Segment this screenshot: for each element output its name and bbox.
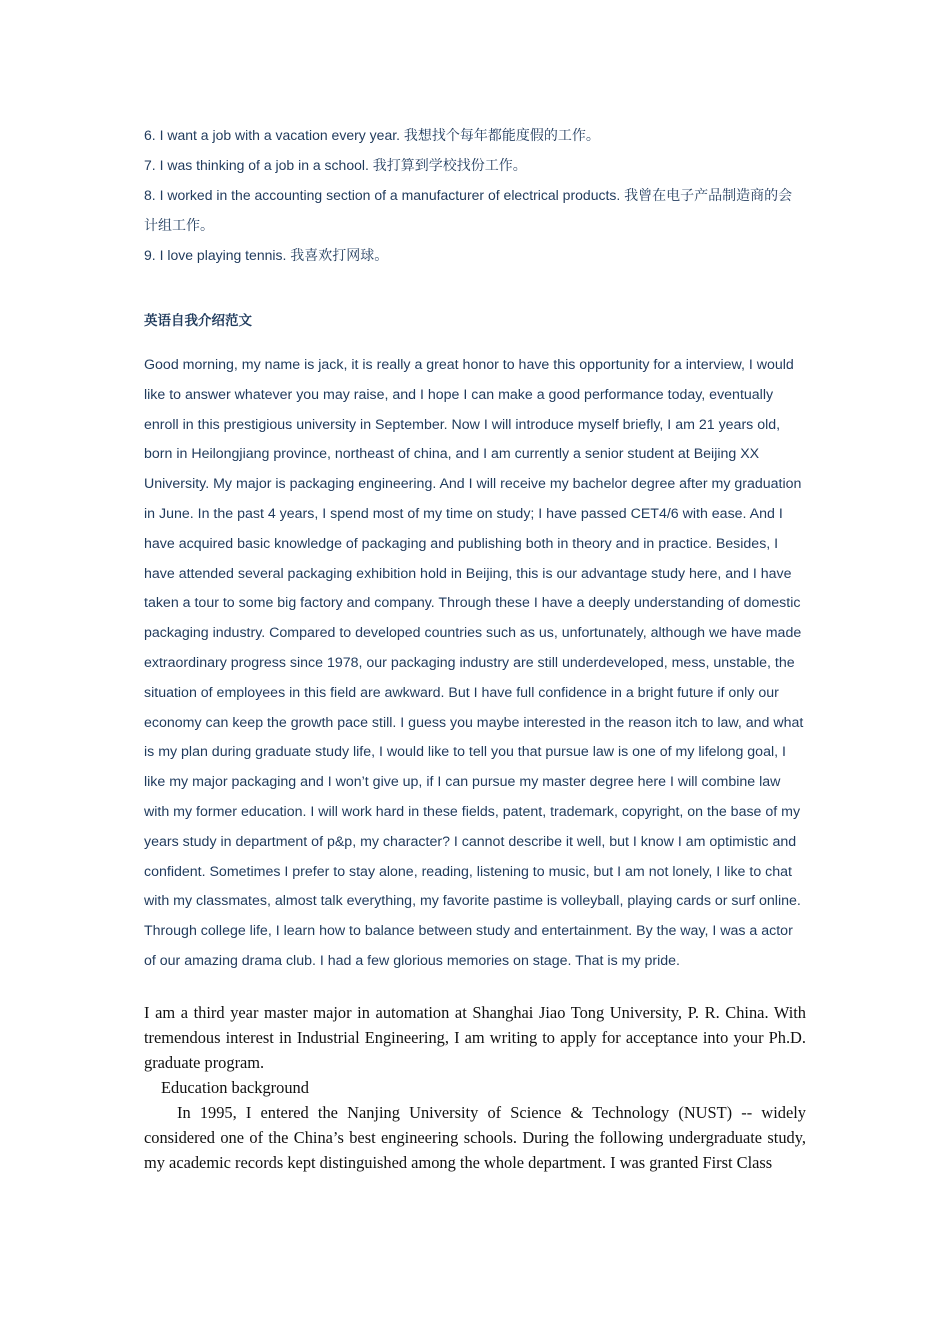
- document-page: [144, 120, 806, 1175]
- letter-body: In 1995, I entered the Nanjing University of Science & Technology (NUST) -- widely considered one of the China’s best engineering schools. During the following undergraduate study, my academic records kept distinguished among the whole department. I was granted First Class: [144, 1102, 806, 1172]
- letter-intro: I am a third year master major in automation at Shanghai Jiao Tong University, P. R. China. With tremendous interest in Industrial Engineering, I am writing to apply for acceptance into your Ph.D. graduate program.: [144, 1002, 806, 1072]
- list-item: 7. I was thinking of a job in a school. 我打算到学校找份工作。: [144, 157, 527, 173]
- section-heading: 英语自我介绍范文: [144, 313, 252, 329]
- application-letter: [144, 1000, 806, 1175]
- phrase-list: [144, 120, 806, 270]
- list-item: 9. I love playing tennis. 我喜欢打网球。: [144, 247, 389, 263]
- letter-subheading: Education background: [161, 1077, 309, 1097]
- self-introduction-essay: Good morning, my name is jack, it is really a great honor to have this opportunity for a interview, I would like to answer whatever you may raise, and I hope I can make a good performance today, eventually enroll in this prestigious university in September. Now I will introduce myself briefly, I am 21 years old, born in Heilongjiang province, northeast of china, and I am currently a senior student at Beijing XX University. My major is packaging engineering. And I will receive my bachelor degree after my graduation in June. In the past 4 years, I spend most of my time on study; I have passed CET4/6 with ease. And I have acquired basic knowledge of packaging and publishing both in theory and in practice. Besides, I have attended several packaging exhibition hold in Beijing, this is our advantage study here, and I have taken a tour to some big factory and company. Through these I have a deeply understanding of domestic packaging industry. Compared to developed countries such as us, unfortunately, although we have made extraordinary progress since 1978, our packaging industry are still underdeveloped, mess, unstable, the situation of employees in this field are awkward. But I have full confidence in a bright future if only our economy can keep the growth pace still. I guess you maybe interested in the reason itch to law, and what is my plan during graduate study life, I would like to tell you that pursue law is one of my lifelong goal, I like my major packaging and I won’t give up, if I can pursue my master degree here I will combine law with my former education. I will work hard in these fields, patent, trademark, copyright, on the base of my years study in department of p&p, my character? I cannot describe it well, but I know I am optimistic and confident. Sometimes I prefer to stay alone, reading, listening to music, but I am not lonely, I like to chat with my classmates, almost talk everything, my favorite pastime is volleyball, playing cards or surf online. Through college life, I learn how to balance between study and entertainment. By the way, I was a actor of our amazing drama club. I had a few glorious memories on stage. That is my pride.: [144, 357, 804, 969]
- list-item: 8. I worked in the accounting section of a manufacturer of electrical products. 我曾在电子产品制造商的会计组工作。: [144, 187, 793, 233]
- list-item: 6. I want a job with a vacation every year. 我想找个每年都能度假的工作。: [144, 127, 600, 143]
